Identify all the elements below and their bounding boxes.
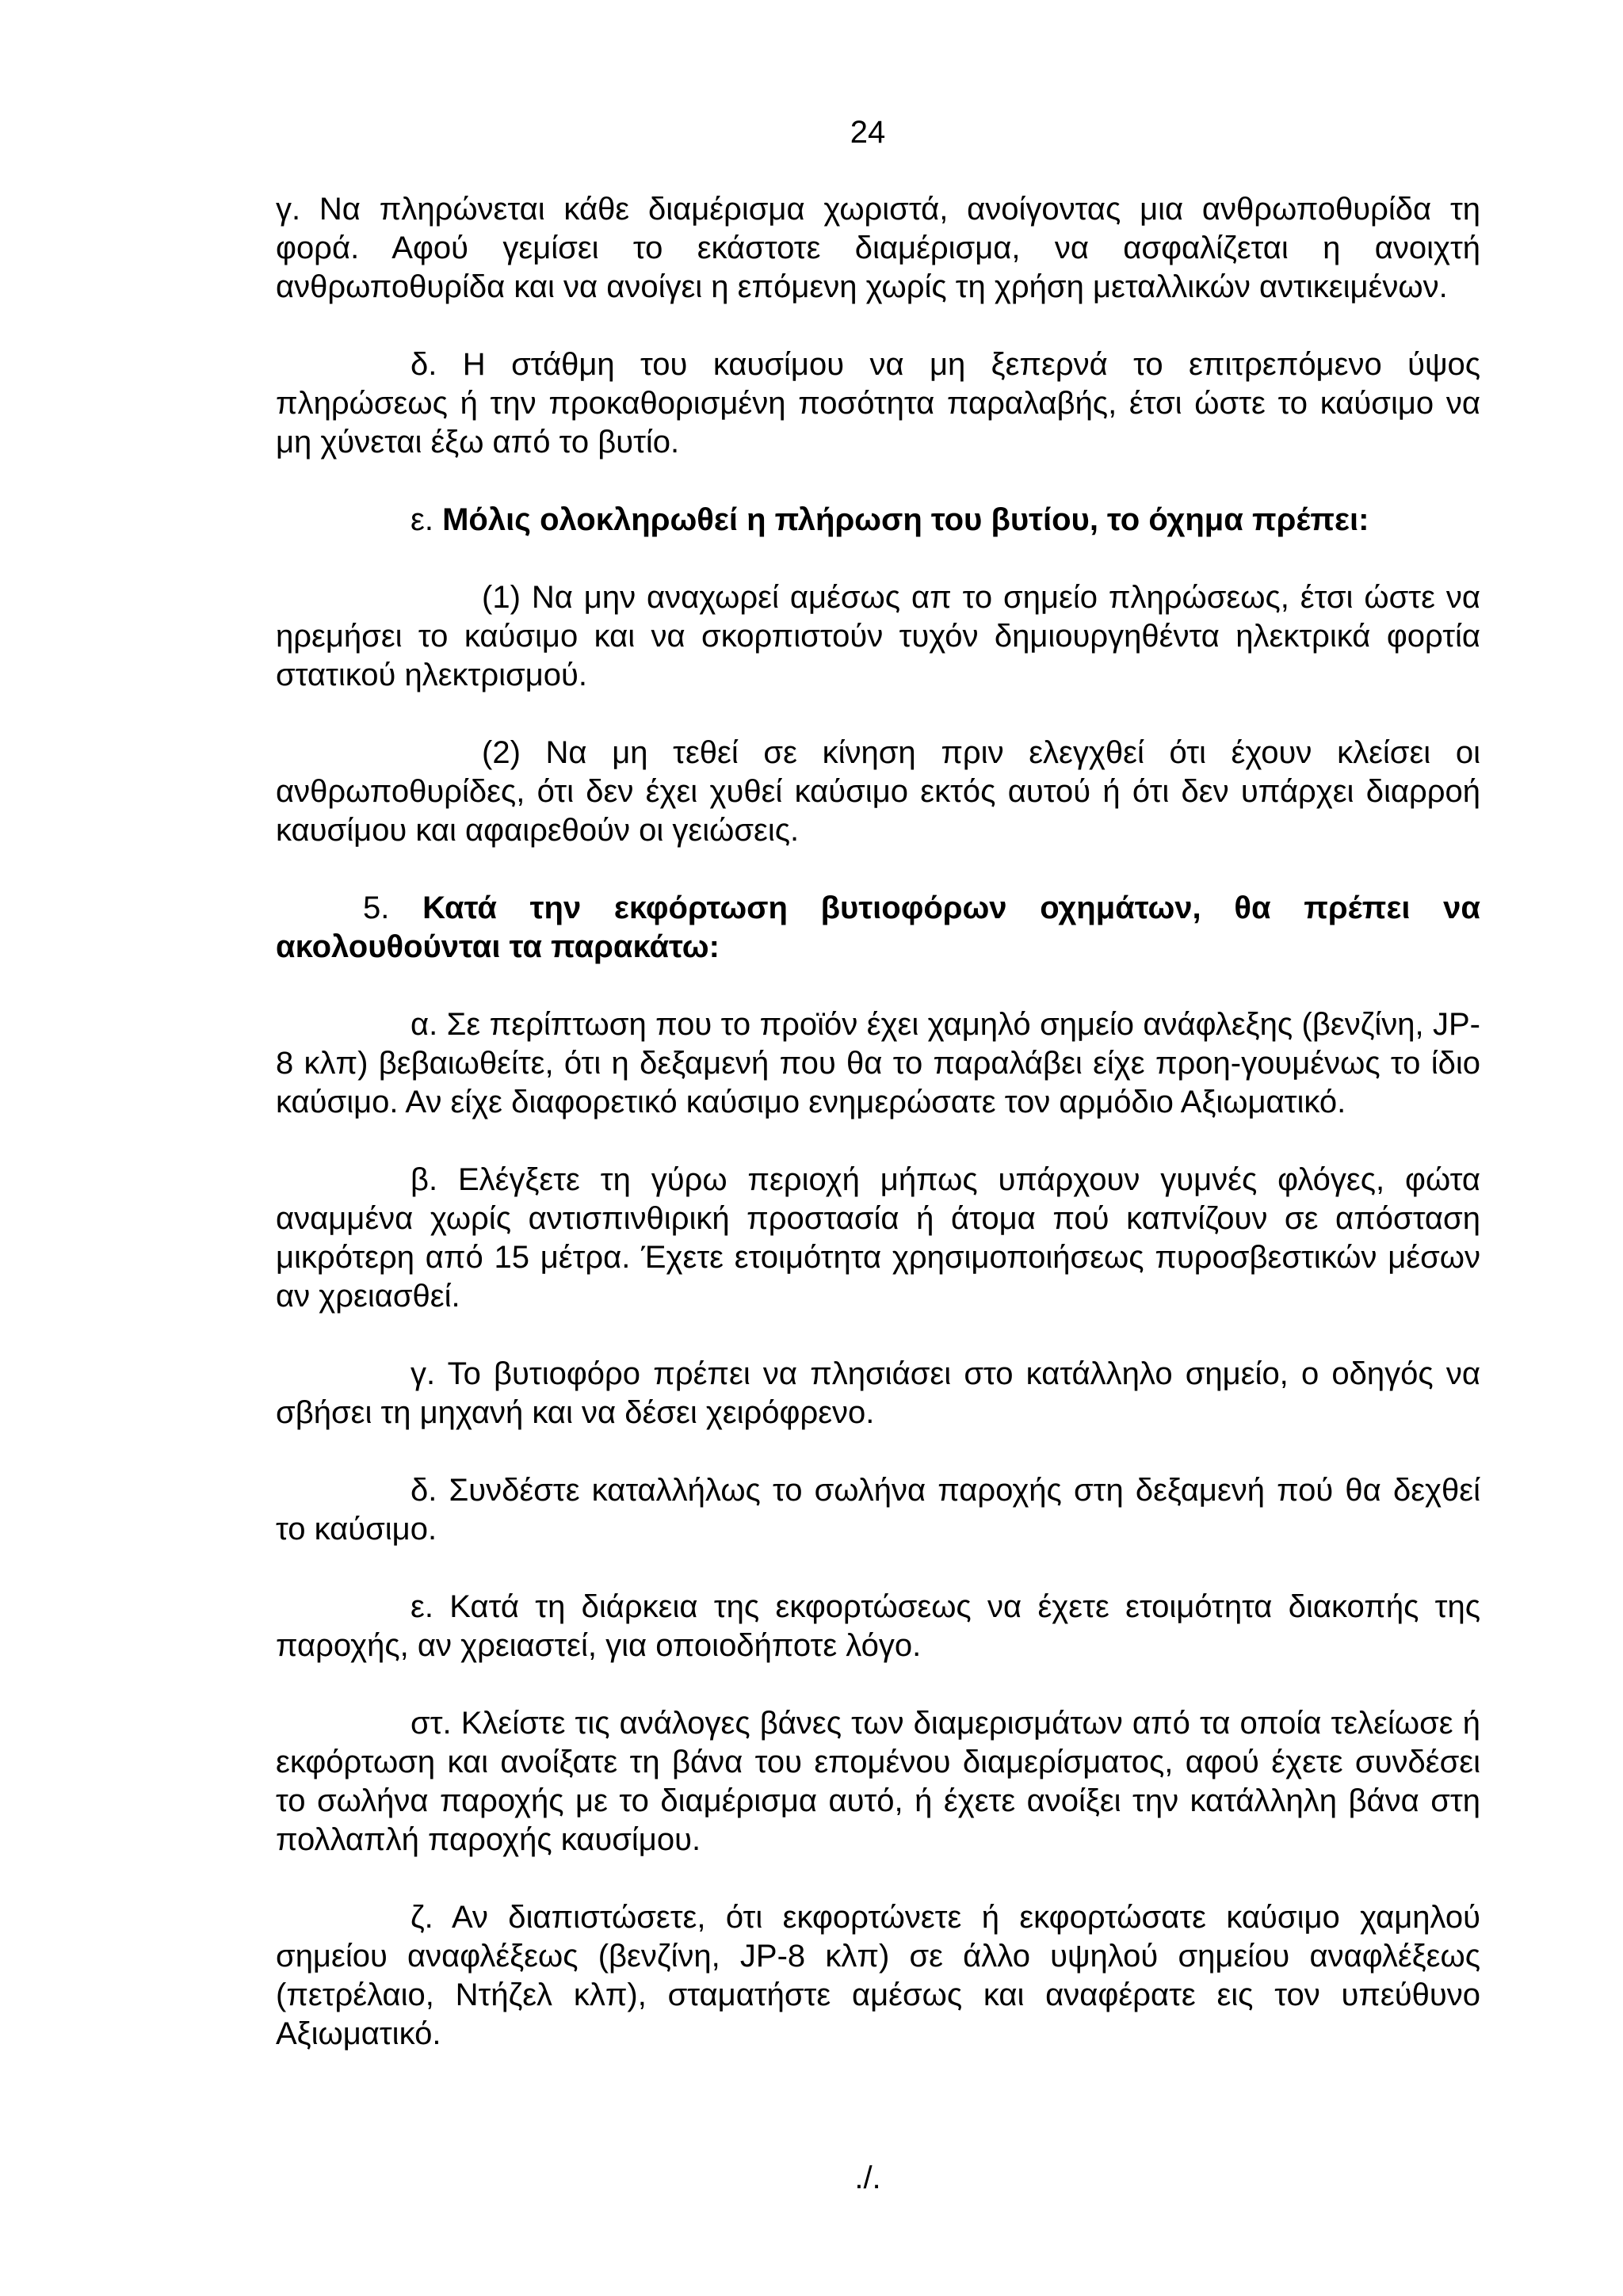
paragraph-z <box>276 1898 1480 2054</box>
paragraph-b <box>276 1161 1480 1316</box>
paragraph-e-heading <box>276 501 1480 540</box>
paragraph-g2 <box>276 1355 1480 1432</box>
paragraph-d <box>276 345 1480 462</box>
paragraph-text: Ελέγξετε τη γύρω περιοχή μήπως υπάρχουν γυμνές φλόγες, φώτα αναμμένα χωρίς αντισπινθιρική προστασία ή άτομα πού καπνίζουν σε απόσταση μικρότερη από 15 μέτρα. Έχετε ετοιμότητα χρησιμοποιήσεως πυροσβεστικών μέσων αν χρειασθεί. <box>276 1162 1480 1314</box>
paragraph-marker: α. <box>411 1007 438 1042</box>
paragraph-heading-text: Μόλις ολοκληρωθεί η πλήρωση του βυτίου, το όχημα πρέπει: <box>433 502 1369 537</box>
paragraph-marker: β. <box>411 1162 438 1197</box>
paragraph-marker: γ. <box>276 192 301 227</box>
paragraph-text: Το βυτιοφόρο πρέπει να πλησιάσει στο κατάλληλο σημείο, ο οδηγός να σβήσει τη μηχανή και να δέσει χειρόφρενο. <box>276 1356 1480 1430</box>
page-number: 24 <box>850 115 886 150</box>
paragraph-text: Να πληρώνεται κάθε διαμέρισμα χωριστά, ανοίγοντας μια ανθρωποθυρίδα τη φορά. Αφού γεμίσει το εκάστοτε διαμέρισμα, να ασφαλίζεται η ανοιχτή ανθρωποθυρίδα και να ανοίγει η επόμενη χωρίς τη χρήση μεταλλικών αντικειμένων. <box>276 192 1480 304</box>
paragraph-text: Η στάθμη του καυσίμου να μη ξεπερνά το επιτρεπόμενο ύψος πληρώσεως ή την προκαθορισμένη ποσότητα παραλαβής, έτσι ώστε το καύσιμο να μη χύνεται έξω από το βυτίο. <box>276 347 1480 460</box>
paragraph-text: Σε περίπτωση που το προϊόν έχει χαμηλό σημείο ανάφλεξης (βενζίνη, JP-8 κλπ) βεβαιωθείτε, ότι η δεξαμενή που θα το παραλάβει είχε προη-γουμένως το ίδιο καύσιμο. Αν είχε διαφορετικό καύσιμο ενημερώσατε τον αρμόδιο Αξιωματικό. <box>276 1007 1480 1119</box>
paragraph-text: Να μη τεθεί σε κίνηση πριν ελεγχθεί ότι έχουν κλείσει οι ανθρωποθυρίδες, ότι δεν έχει χυθεί καύσιμο εκτός αυτού ή ότι δεν υπάρχει διαρροή καυσίμου και αφαιρεθούν οι γειώσεις. <box>276 735 1480 848</box>
paragraph-text: Να μην αναχωρεί αμέσως απ το σημείο πληρώσεως, έτσι ώστε να ηρεμήσει το καύσιμο και να σκορπιστούν τυχόν δημιουργηθέντα ηλεκτρικά φορτία στατικού ηλεκτρισμού. <box>276 580 1480 692</box>
paragraph-text: Συνδέστε καταλλήλως το σωλήνα παροχής στη δεξαμενή πού θα δεχθεί το καύσιμο. <box>276 1473 1480 1547</box>
paragraph-marker: (1) <box>482 580 521 615</box>
paragraph-text: Κατά τη διάρκεια της εκφορτώσεως να έχετε ετοιμότητα διακοπής της παροχής, αν χρειαστεί, για οποιοδήποτε λόγο. <box>276 1589 1480 1663</box>
paragraph-marker: (2) <box>482 735 521 770</box>
paragraph-e3 <box>276 1588 1480 1665</box>
paragraph-marker: δ. <box>411 347 437 382</box>
section-heading-text: Κατά την εκφόρτωση βυτιοφόρων οχημάτων, θα πρέπει να ακολουθούνται τα παρακάτω: <box>276 891 1480 964</box>
paragraph-marker: ζ. <box>411 1900 433 1935</box>
paragraph-marker: δ. <box>411 1473 437 1508</box>
paragraph-marker: ε. <box>411 502 433 537</box>
paragraph-marker: γ. <box>411 1356 436 1391</box>
paragraph-e1 <box>276 578 1480 695</box>
section-5-heading <box>276 889 1480 967</box>
paragraph-st <box>276 1704 1480 1859</box>
document-body <box>276 190 1480 2092</box>
paragraph-text: Κλείστε τις ανάλογες βάνες των διαμερισμάτων από τα οποία τελείωσε ή εκφόρτωση και ανοίξατε τη βάνα του επομένου διαμερίσματος, αφού έχετε συνδέσει το σωλήνα παροχής με το διαμέρισμα αυτό, ή έχετε ανοίξει την κατάλληλη βάνα στη πολλαπλή παροχής καυσίμου. <box>276 1706 1480 1857</box>
paragraph-d2 <box>276 1471 1480 1549</box>
paragraph-marker: στ. <box>411 1706 452 1741</box>
paragraph-e2 <box>276 734 1480 850</box>
section-number: 5. <box>363 891 390 925</box>
paragraph-marker: ε. <box>411 1589 433 1624</box>
continuation-mark: ./. <box>854 2161 881 2195</box>
paragraph-a <box>276 1005 1480 1122</box>
paragraph-g <box>276 190 1480 307</box>
paragraph-text: Αν διαπιστώσετε, ότι εκφορτώνετε ή εκφορτώσατε καύσιμο χαμηλού σημείου αναφλέξεως (βενζίνη, JP-8 κλπ) σε άλλο υψηλού σημείου αναφλέξεως (πετρέλαιο, Ντήζελ κλπ), σταματήστε αμέσως και αναφέρατε εις τον υπεύθυνο Αξιωματικό. <box>276 1900 1480 2051</box>
